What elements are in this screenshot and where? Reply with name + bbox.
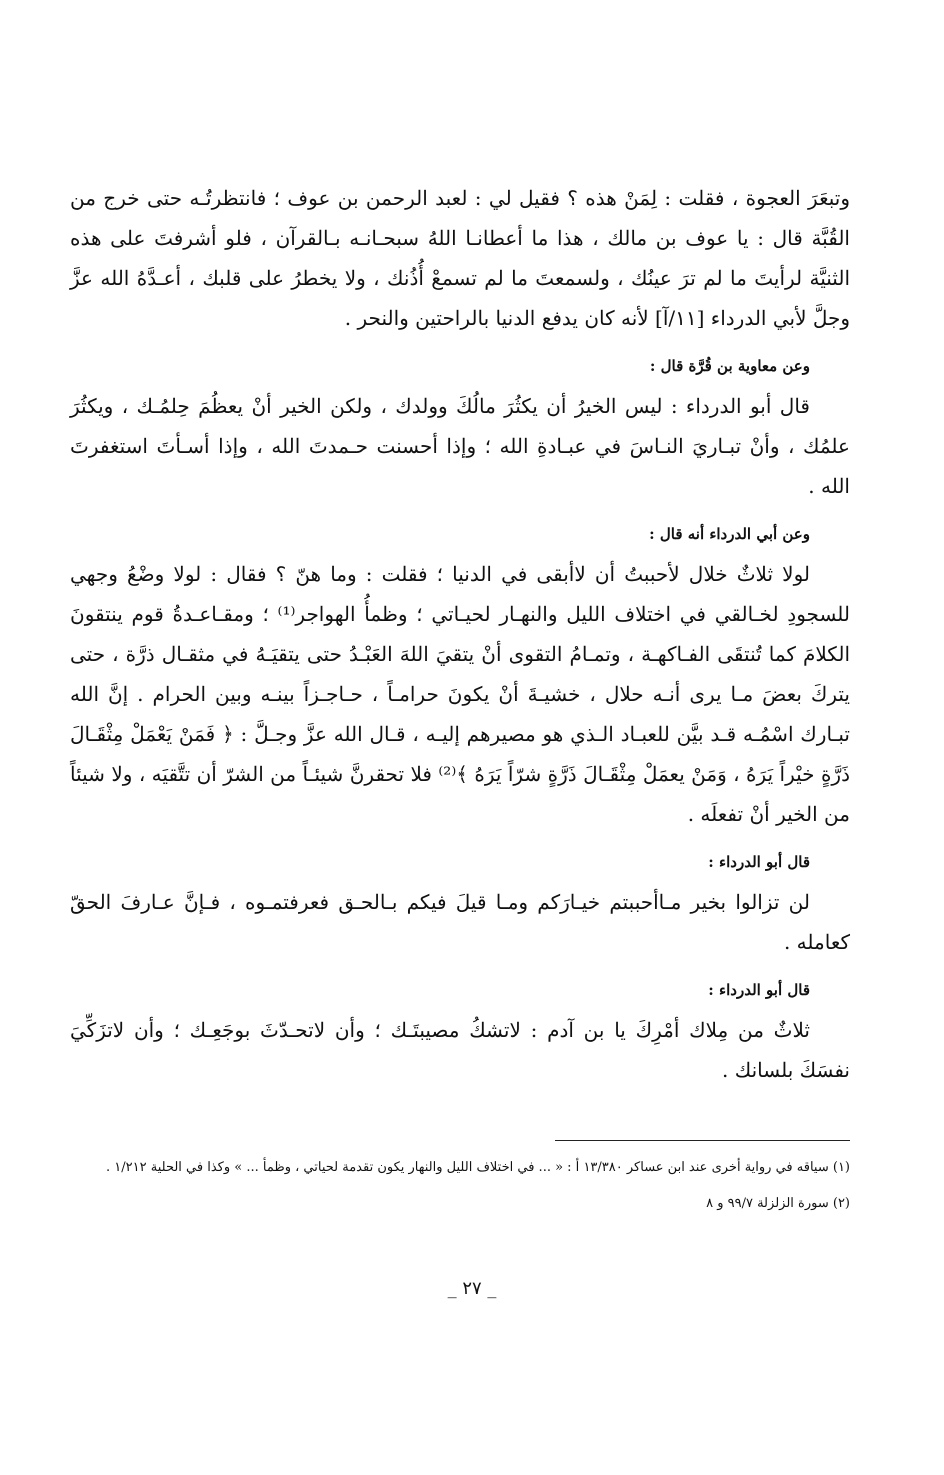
paragraph-3: لولا ثلاثٌ خلال لأحببتُ أن لاأبقى في الدنيا ؛ فقلت : وما هنّ ؟ فقال : لولا وضْعُ وجهي للسجودِ لخـالقي في اختلاف الليل والنهـار لحيـاتي ؛ وظمأُ الهواجر⁽¹⁾ ؛ ومقـاعـدةُ قوم ينتقونَ الكلامَ كما تُنتقَى الفـاكهـة ، وتمـامُ التقوى أنْ يتقيَ اللهَ العَبْـدُ حتى يتقيَـهُ في مثقـال ذرَّة ، حتى يتركَ بعضَ مـا يرى أنـه حلال ، خشيـةَ أنْ يكونَ حرامـاً ، حـاجـزاً بينـه وبين الحرام . إنَّ الله تبـارك اسْمُـه قـد بيَّن للعبـاد الـذي هو مصيرهم إليـه ، قـال الله عزَّ وجـلَّ : ﴿ فَمَنْ يَعْمَلْ مِثْقَـالَ ذَرَّةٍ خيْراً يَرَهُ ، وَمَنْ يعمَلْ مِثْقَـالَ ذَرَّةٍ شرّاً يَرَهُ ﴾⁽²⁾ فلا تحقرنَّ شيئـاً من الشرّ أن تتَّقيَه ، ولا شيئاً من الخير أنْ تفعلَه . [70, 562, 850, 826]
paragraph-1: وتبعَرَ العجوة ، فقلت : لِمَنْ هذه ؟ فقيل لي : لعبد الرحمن بن عوف ؛ فانتظرتُـه حتى خرج من القُبَّة قال : يا عوف بن مالك ، هذا ما أعطانـا اللهُ سبحـانـه بـالقرآن ، فلو أشرفتَ على هذه الثنيَّة لرأيتَ ما لم ترَ عينُك ، ولسمعتَ ما لم تسمعْ أُذُنك ، ولا يخطرُ على قلبك ، أعـدَّهُ الله عزَّ وجلَّ لأبي الدرداء [١١/آ] لأنه كان يدفع الدنيا بالراحتين والنحر . [70, 186, 850, 330]
paragraph-2: قال أبو الدرداء : ليس الخيرُ أن يكثُرَ مالُكَ وولدك ، ولكن الخير أنْ يعظُمَ حِلمُـك ، ويكثُرَ علمُك ، وأنْ تبـاريَ النـاسَ في عبـادةِ الله ؛ وإذا أحسنت حـمدتَ الله ، وإذا أسـأتَ استغفرتَ الله . [70, 394, 850, 498]
page-number: _ ٢٧ _ [447, 1278, 497, 1299]
page-body [70, 178, 850, 1090]
footnote-divider [555, 1140, 850, 1141]
section-heading-4: قال أبو الدرداء : [708, 981, 810, 999]
footnote-1: (١) سياقه في رواية أخرى عند ابن عساكر ١٣/٣٨٠ أ : « ... في اختلاف الليل والنهار يكون تقدمة لحياتي ، وظمأ ... » وكذا في الحلية ١/٢١٢ . [106, 1160, 850, 1175]
footnote-2: (٢) سورة الزلزلة ٩٩/٧ و ٨ [706, 1196, 850, 1211]
section-heading-1: وعن معاوية بن قُرَّة قال : [649, 357, 810, 375]
section-heading-2: وعن أبي الدرداء أنه قال : [649, 525, 810, 543]
section-heading-3: قال أبو الدرداء : [708, 853, 810, 871]
paragraph-5: ثلاثٌ من مِلاك أمْرِكَ يا بن آدم : لاتشكُ مصيبتَـك ؛ وأن لاتحـدّثَ بوجَعِـك ؛ وأن لاتزَكِّيَ نفسَكَ بلسانك . [70, 1018, 850, 1082]
footnotes [70, 1140, 850, 1227]
paragraph-4: لن تزالوا بخير مـاأحببتم خيـارَكم ومـا قيلَ فيكم بـالحـق فعرفتمـوه ، فـإنَّ عـارفَ الحقّ كعامله . [70, 890, 850, 954]
